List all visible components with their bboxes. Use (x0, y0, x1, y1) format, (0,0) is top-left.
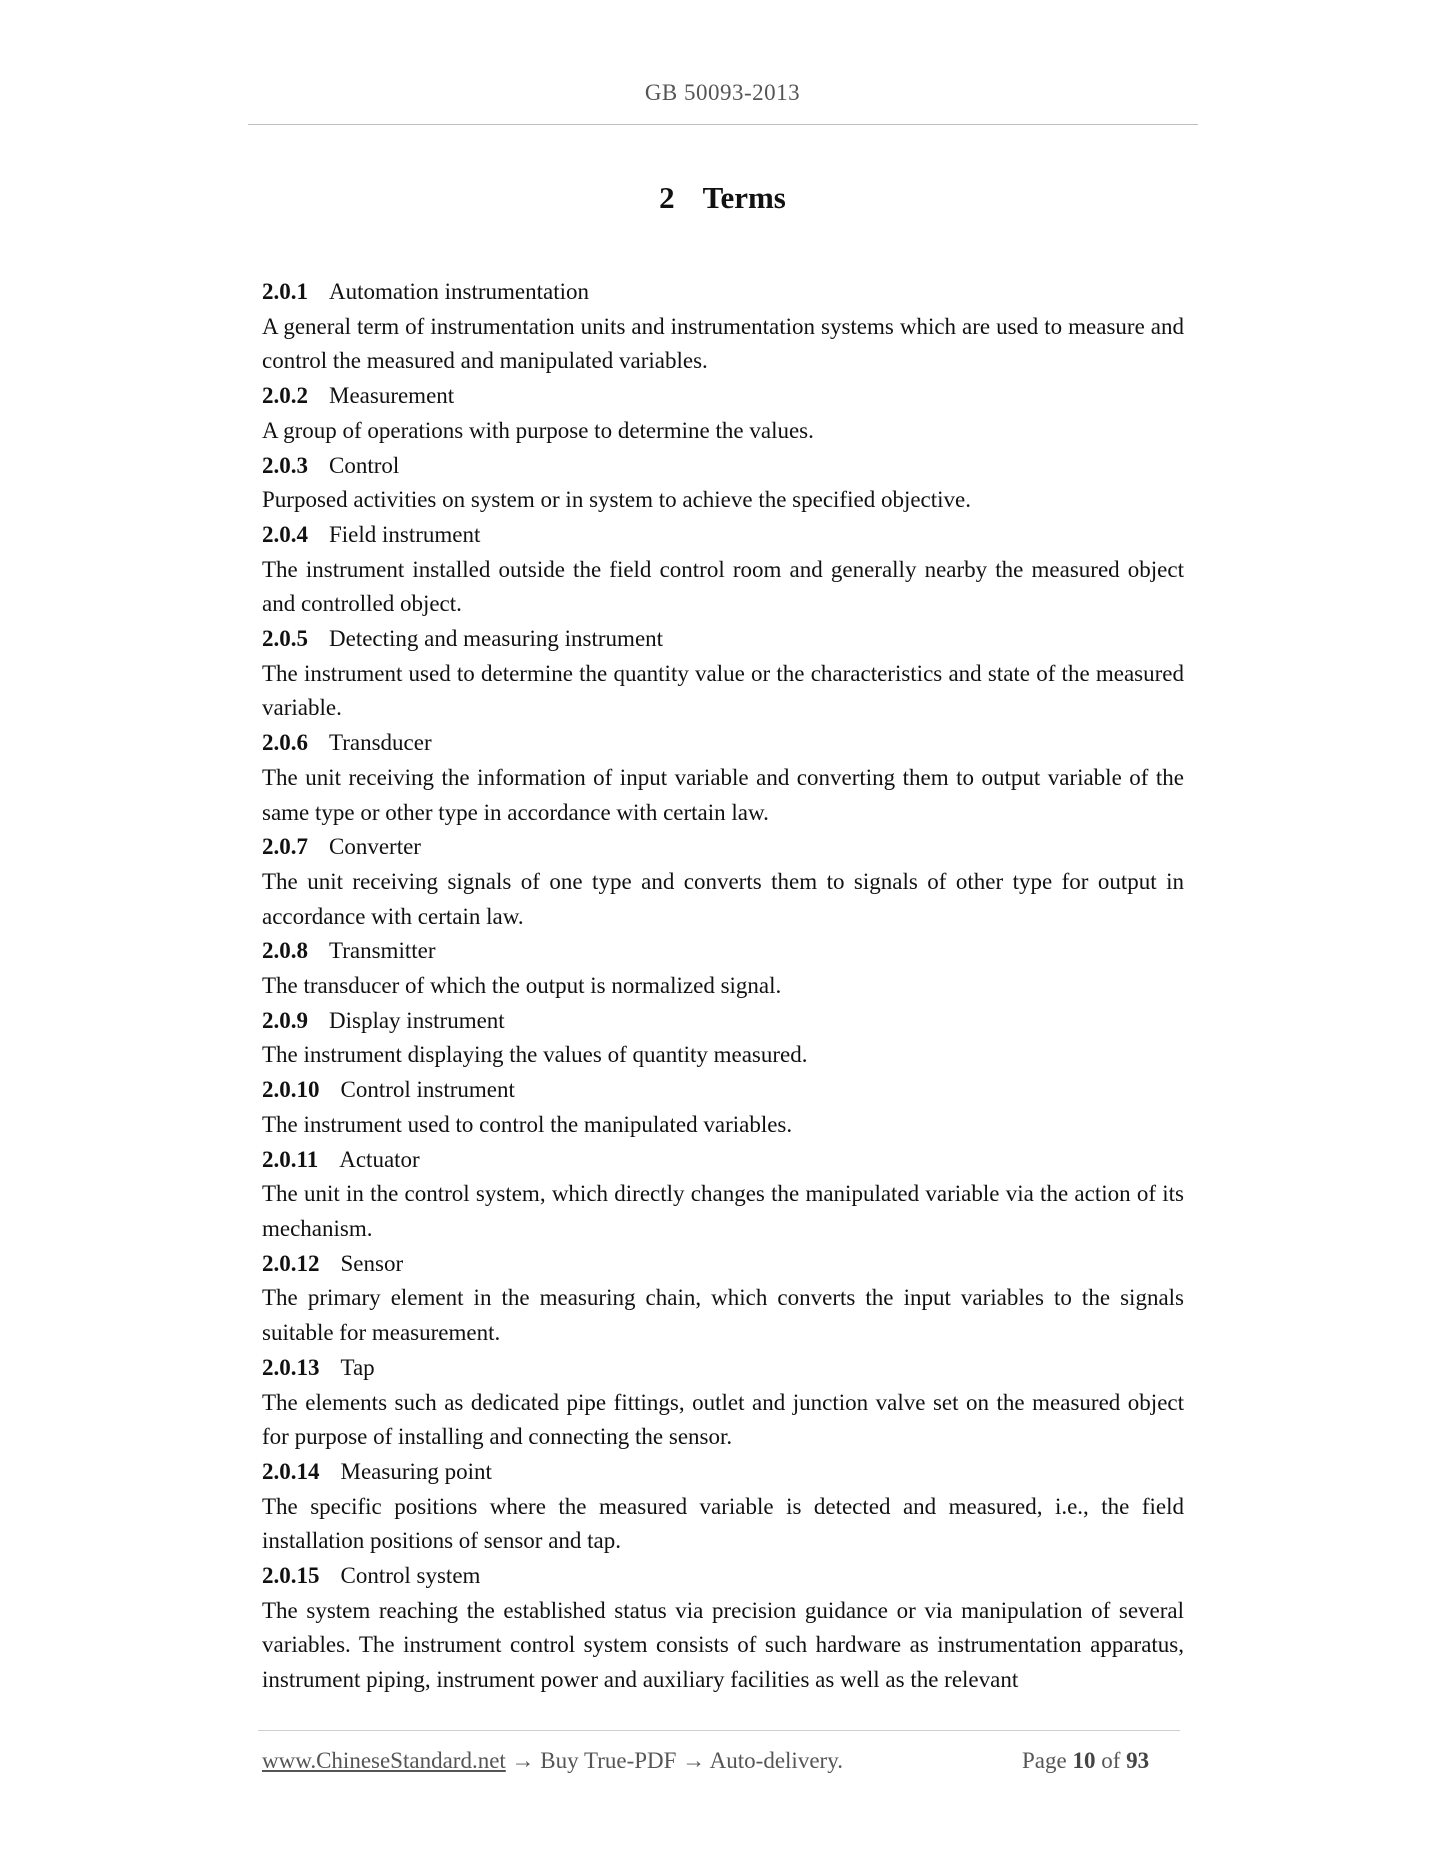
term-number: 2.0.1 (262, 279, 308, 304)
chapter-title-text: Terms (702, 180, 786, 215)
buy-text: Buy True-PDF (540, 1748, 677, 1773)
term-definition: The primary element in the measuring chain, which converts the input variables to the signals suitable for measurement. (262, 1285, 1184, 1346)
delivery-text: Auto-delivery. (709, 1748, 843, 1773)
term-number: 2.0.5 (262, 626, 308, 652)
chapter-title (0, 180, 1445, 216)
page-current: 10 (1072, 1748, 1096, 1773)
term-heading (262, 275, 1184, 310)
footer-promo (262, 1748, 843, 1774)
term-heading (262, 1004, 1184, 1039)
term-definition: The instrument installed outside the field control room and generally nearby the measured object and controlled object. (262, 556, 1184, 617)
term-heading (262, 449, 1184, 484)
term-heading (262, 1247, 1184, 1282)
term-heading (262, 1559, 1184, 1594)
term-number: 2.0.3 (262, 452, 308, 478)
term-definition: A general term of instrumentation units and instrumentation systems which are used to measure and control the measured and manipulated variables. (262, 313, 1184, 374)
term-number: 2.0.9 (262, 1007, 308, 1033)
term-definition: The instrument displaying the values of quantity measured. (262, 1042, 808, 1068)
term-heading (262, 1351, 1184, 1386)
term-heading (262, 830, 1184, 865)
term-definition: The unit receiving the information of input variable and converting them to output variable of the same type or other type in accordance with certain law. (262, 764, 1184, 825)
term-definition: The instrument used to determine the quantity value or the characteristics and state of the measured variable. (262, 660, 1184, 721)
term-title: Control (329, 452, 400, 478)
chapter-number: 2 (659, 180, 675, 215)
term-title: Control instrument (340, 1077, 515, 1103)
page-total: 93 (1126, 1748, 1150, 1773)
arrow-right-icon: → (511, 1748, 535, 1773)
page-label: Page (1022, 1748, 1067, 1773)
term-heading (262, 379, 1184, 414)
term-heading (262, 934, 1184, 969)
term-heading (262, 1073, 1184, 1108)
term-definition: The unit in the control system, which directly changes the manipulated variable via the action of its mechanism. (262, 1181, 1184, 1241)
term-number: 2.0.6 (262, 730, 308, 756)
term-title: Converter (329, 834, 421, 860)
term-title: Sensor (340, 1250, 404, 1276)
term-title: Detecting and measuring instrument (329, 626, 664, 652)
term-title: Transducer (329, 730, 432, 756)
term-heading (262, 726, 1184, 761)
term-definition: The transducer of which the output is normalized signal. (262, 973, 782, 999)
term-number: 2.0.11 (262, 1146, 319, 1172)
page-header-doc-code: GB 50093-2013 (644, 80, 801, 105)
term-title: Automation instrumentation (329, 279, 589, 304)
term-title: Field instrument (329, 521, 481, 547)
term-heading (262, 1455, 1184, 1490)
term-number: 2.0.8 (262, 938, 308, 964)
term-title: Tap (340, 1354, 375, 1380)
term-number: 2.0.13 (262, 1354, 320, 1380)
term-title: Control system (340, 1563, 481, 1589)
term-definition: Purposed activities on system or in system to achieve the specified objective. (262, 487, 971, 513)
term-number: 2.0.15 (262, 1563, 320, 1589)
term-number: 2.0.12 (262, 1250, 320, 1276)
term-title: Actuator (339, 1146, 420, 1172)
term-definition: The elements such as dedicated pipe fittings, outlet and junction valve set on the measured object for purpose of installing and connecting the sensor. (262, 1389, 1184, 1450)
term-definition: A group of operations with purpose to determine the values. (262, 417, 814, 443)
term-title: Display instrument (329, 1007, 505, 1033)
site-link[interactable]: www.ChineseStandard.net (262, 1748, 506, 1773)
term-heading (262, 518, 1184, 553)
term-definition: The specific positions where the measured variable is detected and measured, i.e., the field installation positions of sensor and tap. (262, 1493, 1184, 1554)
term-number: 2.0.2 (262, 383, 308, 409)
terms-list (262, 275, 1184, 1698)
arrow-right-icon: → (682, 1748, 706, 1773)
term-heading (262, 622, 1184, 657)
term-number: 2.0.14 (262, 1458, 320, 1484)
of-label: of (1101, 1748, 1121, 1773)
term-definition: The instrument used to control the manipulated variables. (262, 1111, 793, 1137)
page-indicator (1022, 1748, 1149, 1774)
term-definition: The unit receiving signals of one type and converts them to signals of other type for output in accordance with certain law. (262, 868, 1184, 929)
term-number: 2.0.10 (262, 1077, 320, 1103)
term-title: Measuring point (340, 1458, 492, 1484)
header-divider (248, 124, 1198, 125)
term-title: Transmitter (329, 938, 436, 964)
footer-divider (258, 1730, 1180, 1731)
term-title: Measurement (329, 383, 455, 409)
term-number: 2.0.7 (262, 834, 308, 860)
term-heading (262, 1143, 1184, 1178)
term-definition: The system reaching the established status via precision guidance or via manipulation of several variables. The instrument control system consists of such hardware as instrumentation apparatus, instrument piping, instrument power and auxiliary facilities as well as the relevant (262, 1597, 1184, 1693)
term-number: 2.0.4 (262, 521, 308, 547)
